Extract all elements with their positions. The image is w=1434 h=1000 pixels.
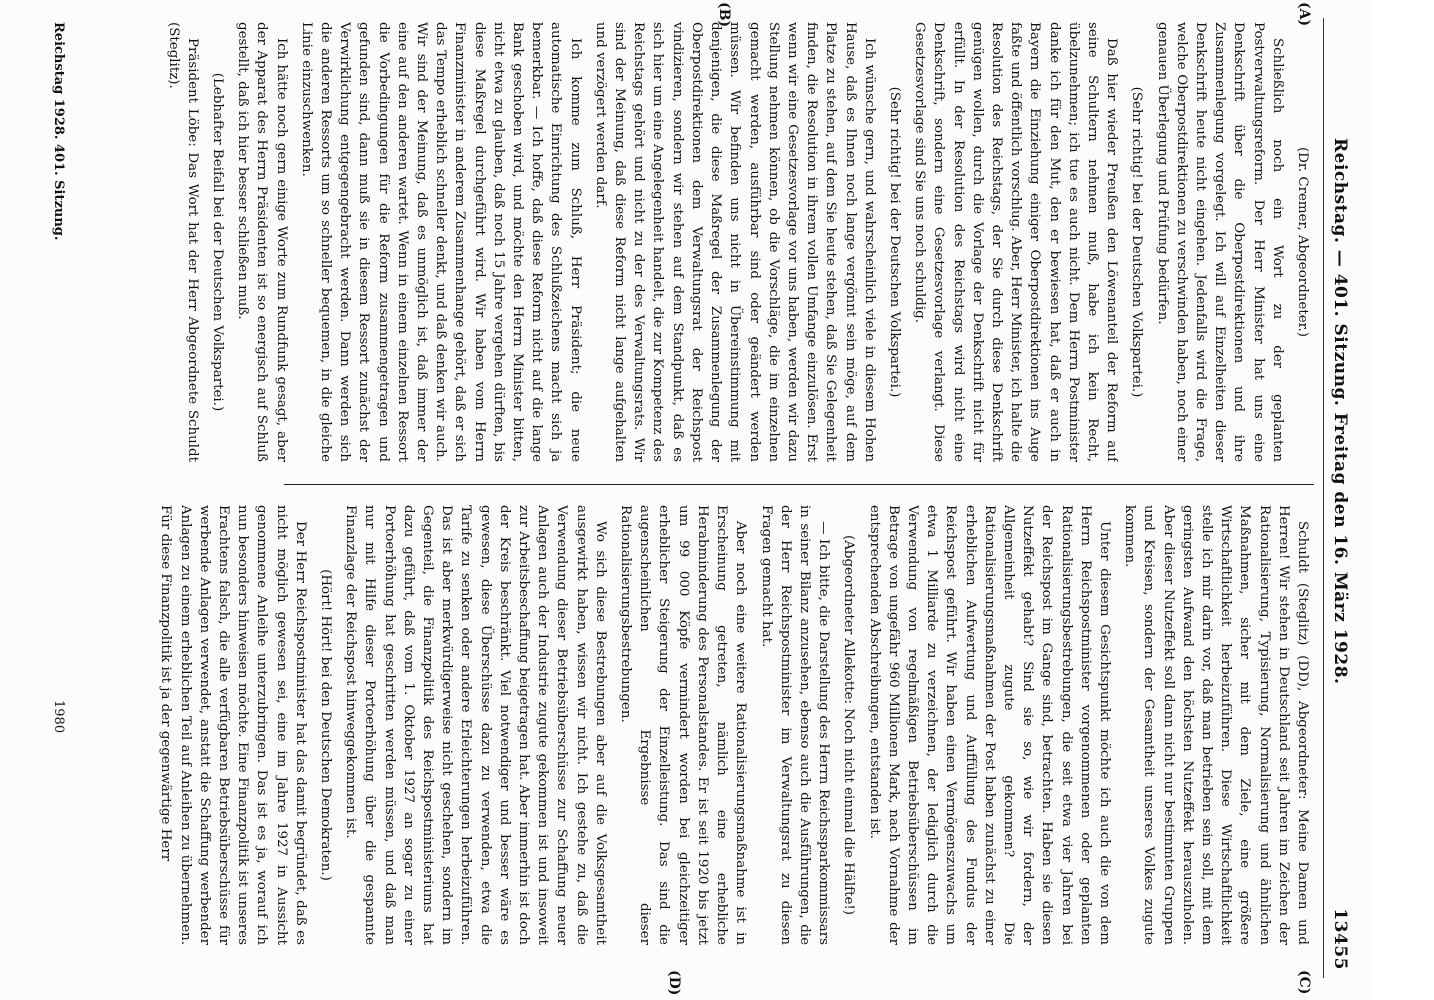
interjection: (Sehr richtig! bei der Deutschen Volkspartei.): [886, 86, 902, 398]
header-title: Reichstag. — 401. Sitzung. Freitag den 16. März 1928.: [1330, 138, 1350, 685]
paragraph: Ich hätte noch gern einige Worte zum Rundfunk gesagt, aber der Apparat des Herrn Präsidenten ist so energisch auf Schluß gestellt, daß ich hier besser schließen muß.: [235, 22, 289, 462]
right-column: [72, 505, 1312, 945]
page-header: [1323, 18, 1350, 978]
speaker-heading: (Dr. Cremer, Abgeordneter.): [1295, 146, 1310, 338]
margin-marker-a: (A): [1296, 2, 1312, 27]
paragraph: Unter diesem Gesichtspunkt möchte ich auch die von dem Herrn Reichspostminister vorgenommenen oder geplanten Rationalisierungsbestrebungen, die seit etwa vier Jahren bei der Reichspost im Gange sind, betrachten. Haben sie diesen Nutzeffekt gehabt? Sind sie so, wie wir fordern, der Allgemeinheit zugute gekommen? Die Rationalisierungsmaßnahmen der Post haben zunächst zu einer erheblichen Aufwertung und Auffüllung des Fundus der Reichspost geführt. Wir haben einen Vermögenszuwachs um etwa 1 Milliarde zu verzeichnen, der lediglich durch die Verwendung von regelmäßigen Betriebsüberschüssen im Betrage von ungefähr 960 Millionen Mark, nach Vornahme der entsprechenden Abschreibungen, entstanden ist.: [866, 505, 1112, 945]
column-divider: [284, 484, 1314, 485]
left-column: [72, 22, 1312, 462]
paragraph: — Ich bitte, die Darstellung des Herrn Reichssparkommissars in seiner Bilanz anzusehen, ebenso auch die Ausführungen, die der Herr Reichspostminister im Verwaltungsrat zu diesen Fragen gemacht hat.: [758, 505, 832, 945]
margin-marker-b: (B): [716, 2, 732, 28]
interjection: (Hört! Hört! bei den Deutschen Demokraten.): [318, 569, 334, 881]
president-statement: Präsident Löbe: Das Wort hat der Herr Abgeordnete Schuldt (Steglitz).: [165, 22, 200, 462]
page-number: 13455: [1330, 908, 1350, 970]
margin-marker-d: (D): [666, 970, 682, 996]
footer-number: 1980: [51, 700, 66, 734]
interjection: (Sehr richtig! bei der Deutschen Volkspartei.): [1129, 86, 1145, 398]
paragraph: Der Herr Reichspostminister hat das damit begründet, daß es nicht möglich gewesen sei, eine im Jahre 1927 in Aussicht genommene Anleihe unterzubringen. Das ist es ja, worauf ich nun besonders hinweisen möchte. Eine Finanzpolitik ist unseres Erachtens falsch, die alle verfügbaren Betriebsüberschüsse für werbende Anlagen verwendet, anstatt die Schaffung werbender Anlagen zu einem erheblichen Teil auf Anleihen zu übernehmen. Für diese Finanzpolitik ist ja der gegenwärtige Herr: [158, 505, 308, 945]
speaker-paragraph: Schuldt (Steglitz) (DD), Abgeordneter: Meine Damen und Herren! Wir stehen in Deutschland seit Jahren im Zeichen der Rationalisierung, Typisierung, Normalisierung und ähnlichen Maßnahmen, sicher mit dem Ziele, eine größere Wirtschaftlichkeit herbeizuführen. Diese Wirtschaftlichkeit stelle ich mir darin vor, daß man betrieben sein soll, mit dem geringsten Aufwand den höchsten Nutzeffekt herauszuholen. Aber dieser Nutzeffekt soll dann nicht nur bestimmten Gruppen und Kreisen, sondern der Gesamtheit unseres Volkes zugute kommen.: [1122, 505, 1310, 945]
margin-marker-c: (C): [1296, 970, 1312, 995]
paragraph: Ich wünsche gern, und wahrscheinlich viele in diesem Hohen Hause, daß es Ihnen noch lange vergönnt sein möge, auf dem Platze zu stehen, auf dem Sie heute stehen, daß Sie Gelegenheit finden, die Resolution in ihrem vollen Umfange einzulösen. Erst wenn wir eine Gesetzesvorlage vor uns haben, werden wir dazu Stellung nehmen können, ob die Vorschläge, die im einzelnen gemacht werden, ausführbar sind oder geändert werden müssen. Wir befinden uns nicht in Übereinstimmung mit denjenigen, die diese Maßregel der Zusammenlegung der Oberpostdirektionen dem Verwaltungsrat der Reichspost vindizieren, sondern wir stehen auf dem Standpunkt, daß es sich hier um eine Angelegenheit handelt, die zur Kompetenz des Reichstags gehört und nicht zu der des Verwaltungsrats. Wir sind der Meinung, daß diese Reform nicht lange aufgehalten und verzögert werden darf.: [592, 22, 877, 462]
interjection: (Lebhafter Beifall bei der Deutschen Volkspartei.): [210, 72, 226, 412]
paragraph: Daß hier wieder Preußen den Löwenanteil der Reform auf seine Schultern nehmen muß, habe ich kein Recht, übelzunehmen; ich tue es auch nicht. Dem Herrn Postminister danke ich für den Mut, den er bewiesen hat, daß er auch in Bayern die Einziehung einiger Oberpostdirektionen ins Auge faßte und öffentlich vorschlug. Aber, Herr Minister, ich halte die Resolution des Reichstags, der Sie durch diese Denkschrift genügen wollen, durch die Vorlage der Denkschrift nicht für erfüllt. In der Resolution des Reichstags wird nicht eine Denkschrift, sondern eine Gesetzesvorlage verlangt. Diese Gesetzesvorlage sind Sie uns noch schuldig.: [912, 22, 1120, 462]
footer-session: Reichstag 1928. 401. Sitzung.: [51, 22, 66, 241]
paragraph: Schließlich noch ein Wort zu der geplanten Postverwaltungsreform. Der Herr Minister hat uns eine Denkschrift über die Oberpostdirektionen und ihre Zusammenlegung vorgelegt. Ich will auf Einzelheiten dieser Denkschrift heute nicht eingehen. Jedenfalls wird die Frage, welche Oberpostdirektionen zu verschwinden haben, noch einer genauen Überlegung und Prüfung bedürfen.: [1154, 22, 1285, 462]
paragraph: Aber noch eine weitere Rationalisierungsmaßnahme ist in Erscheinung getreten, nämlich eine erhebliche Herabminderung des Personalstandes. Er ist seit 1920 bis jetzt um 99 000 Köpfe vermindert worden bei gleichzeitiger erheblicher Steigerung der Einzelleistung. Das sind die augenscheinlichen Ergebnisse dieser Rationalisierungsbestrebungen.: [618, 505, 749, 945]
paragraph: Wo sich diese Bestrebungen aber auf die Volksgesamtheit ausgewirkt haben, wissen wir nicht. Ich gestehe zu, daß die Verwendung dieser Betriebsüberschüsse zur Schaffung neuer Anlagen auch der Industrie zugute gekommen ist und insoweit zur Arbeitsbeschaffung beigetragen hat. Aber immerhin ist doch der Kreis beschränkt. Viel notwendiger und besser wäre es gewesen, diese Überschüsse dazu zu verwenden, etwa die Tarife zu senken oder andere Erleichterungen herbeizuführen. Das ist aber merkwürdigerweise nicht geschehen, sondern im Gegenteil, die Finanzpolitik des Reichspostministeriums hat dazu geführt, daß vom 1. Oktober 1927 an sogar zu einer Portoerhöhung hat geschritten werden müssen, und daß man nur mit Hilfe dieser Portoerhöhung über die gespannte Finanzlage der Reichspost hinweggekommen ist.: [343, 505, 608, 945]
interjection: (Abgeordneter Allekotte: Noch nicht einmal die Hälfte!): [841, 534, 857, 916]
paragraph: Ich komme zum Schluß, Herr Präsident; die neue automatische Einrichtung des Schlußzeichens macht sich ja bemerkbar. — Ich hoffe, daß diese Reform nicht auf die lange Bank geschoben wird, und möchte den Herrn Minister bitten, nicht etwa zu glauben, daß noch 15 Jahre vergehen dürften, bis diese Maßregel durchgeführt wird. Wir haben vom Herrn Finanzminister in anderem Zusammenhange gehört, daß er sich das Tempo erheblich schneller denkt, und daß denken wir auch. Wir sind der Meinung, daß es unmöglich ist, daß immer der eine auf den anderen wartet. Wenn in einem einzelnen Ressort die Vorbedingungen für die Reform zusammengetragen und gefunden sind, dann muß sie in diesem Ressort zunächst der Verwirklichung entgegengebracht werden. Dann werden sich die anderen Ressorts um so schneller bequemen, in die gleiche Linie einzuschwenken.: [298, 22, 583, 462]
